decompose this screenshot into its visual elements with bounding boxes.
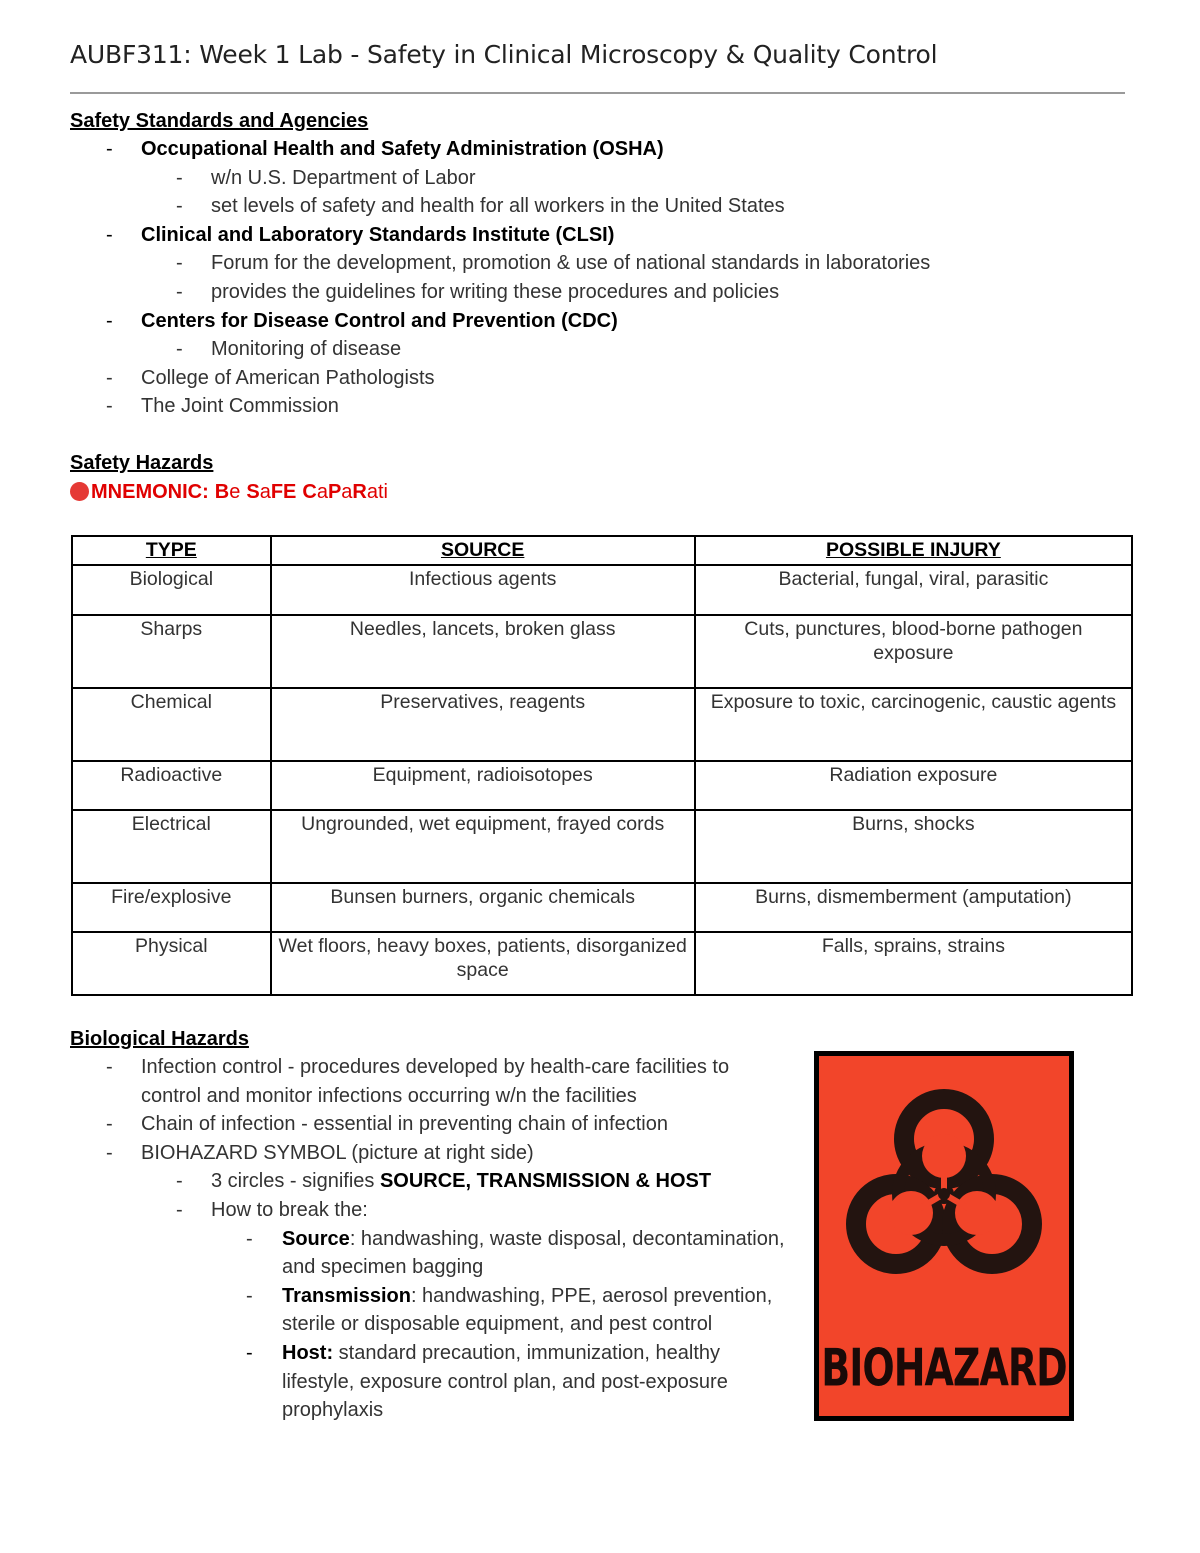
biological-heading: Biological Hazards	[70, 1028, 249, 1050]
cell-injury: Bacterial, fungal, viral, parasitic	[695, 565, 1132, 615]
mnemonic-fragment: B	[214, 480, 230, 503]
document-title: AUBF311: Week 1 Lab - Safety in Clinical Microscopy & Quality Control	[70, 40, 938, 69]
mnemonic-fragment: S	[246, 480, 260, 503]
biohazard-label: BIOHAZARD	[821, 1338, 1067, 1398]
text-fragment: 3 circles - signifies	[211, 1170, 380, 1193]
mnemonic-word	[215, 481, 241, 503]
cell-injury: Cuts, punctures, blood-borne pathogen exposure	[695, 615, 1132, 688]
biological-list	[70, 1053, 800, 1425]
cell-injury: Burns, dismemberment (amputation)	[695, 883, 1132, 932]
mnemonic-fragment: a	[341, 480, 353, 503]
cell-source: Wet floors, heavy boxes, patients, disorganized space	[271, 932, 695, 995]
bullet-dash: -	[176, 338, 183, 361]
bullet-dash: -	[106, 223, 113, 246]
hazards-heading: Safety Hazards	[70, 451, 214, 474]
text-fragment: How to break the:	[211, 1198, 368, 1221]
mnemonic-fragment: C	[302, 480, 317, 503]
bullet-dash: -	[246, 1227, 253, 1250]
list-item-text: The Joint Commission	[141, 395, 339, 418]
list-item-text: Centers for Disease Control and Prevention (CDC)	[141, 309, 618, 332]
cell-type: Biological	[72, 565, 271, 615]
safety-standards-section	[70, 107, 1140, 507]
cell-source: Bunsen burners, organic chemicals	[271, 883, 695, 932]
table-row	[72, 565, 1132, 615]
bullet-dash: -	[106, 1113, 113, 1136]
mnemonic-line	[70, 477, 1140, 507]
table-row	[72, 883, 1132, 932]
cell-type: Physical	[72, 932, 271, 995]
cell-type: Radioactive	[72, 761, 271, 810]
mnemonic-words	[215, 477, 394, 507]
list-item-text: Monitoring of disease	[211, 338, 402, 361]
title-divider	[70, 92, 1125, 94]
bullet-dash: -	[106, 309, 113, 332]
bullet-dash: -	[246, 1284, 253, 1307]
table-row	[72, 688, 1132, 761]
list-item-text: set levels of safety and health for all workers in the United States	[211, 195, 785, 218]
table-row	[72, 615, 1132, 688]
mnemonic-fragment: a	[316, 480, 328, 503]
cell-type: Electrical	[72, 810, 271, 883]
bullet-dash: -	[106, 1056, 113, 1078]
list-item-text	[141, 1110, 791, 1139]
biohazard-sign-image	[814, 1051, 1074, 1421]
text-fragment: standard precaution, immunization, healthy lifestyle, exposure control plan, and post-exposure prophylaxis	[282, 1341, 728, 1422]
bullet-dash: -	[106, 138, 113, 160]
bullet-dash: -	[176, 280, 183, 303]
list-item	[70, 1196, 800, 1225]
text-fragment: : handwashing, waste disposal, decontamination, and specimen bagging	[282, 1227, 785, 1279]
list-item	[70, 1339, 800, 1425]
list-item	[70, 1139, 800, 1168]
list-item-text	[282, 1225, 792, 1282]
cell-type: Fire/explosive	[72, 883, 271, 932]
text-fragment: SOURCE, TRANSMISSION & HOST	[379, 1170, 712, 1193]
cell-source: Preservatives, reagents	[271, 688, 695, 761]
list-item-text: Clinical and Laboratory Standards Institute (CLSI)	[141, 223, 615, 246]
cell-injury: Exposure to toxic, carcinogenic, caustic agents	[695, 688, 1132, 761]
text-fragment: Chain of infection - essential in preventing chain of infection	[141, 1113, 668, 1136]
bullet-dash: -	[246, 1341, 253, 1364]
cell-source: Needles, lancets, broken glass	[271, 615, 695, 688]
list-item	[70, 392, 1140, 421]
cell-injury: Falls, sprains, strains	[695, 932, 1132, 995]
table-row	[72, 761, 1132, 810]
text-fragment: Source	[282, 1227, 350, 1250]
bullet-dash: -	[106, 395, 113, 418]
mnemonic-fragment: R	[352, 480, 367, 503]
bullet-dash: -	[106, 1141, 113, 1164]
cell-source: Ungrounded, wet equipment, frayed cords	[271, 810, 695, 883]
mnemonic-fragment: e	[229, 480, 241, 503]
table-row	[72, 810, 1132, 883]
mnemonic-label: MNEMONIC:	[91, 480, 209, 503]
list-item	[70, 135, 1140, 164]
list-item-text	[282, 1282, 792, 1339]
list-item-text	[211, 1167, 801, 1196]
list-item-text	[141, 1053, 791, 1110]
list-item	[70, 307, 1140, 336]
cell-injury: Burns, shocks	[695, 810, 1132, 883]
mnemonic-word	[302, 481, 388, 503]
column-header-type: TYPE	[72, 536, 271, 565]
list-item-text: Occupational Health and Safety Administration (OSHA)	[141, 138, 664, 160]
bullet-dash: -	[176, 1170, 183, 1193]
biological-hazards-section	[70, 1025, 800, 1425]
column-header-source: SOURCE	[271, 536, 695, 565]
cell-source: Equipment, radioisotopes	[271, 761, 695, 810]
mnemonic-fragment: a	[259, 480, 271, 503]
list-item	[70, 192, 1140, 221]
list-item	[70, 249, 1140, 278]
list-item	[70, 221, 1140, 250]
red-circle-icon	[70, 482, 89, 501]
list-item-text: provides the guidelines for writing these procedures and policies	[211, 280, 780, 303]
list-item-text: College of American Pathologists	[141, 366, 435, 389]
cell-type: Chemical	[72, 688, 271, 761]
table-header-row	[72, 536, 1132, 565]
cell-type: Sharps	[72, 615, 271, 688]
mnemonic-fragment: ati	[366, 480, 388, 503]
list-item	[70, 278, 1140, 307]
text-fragment: Infection control - procedures developed by health-care facilities to control and monitor infections occurring w/n the facilities	[141, 1056, 730, 1107]
text-fragment: BIOHAZARD SYMBOL (picture at right side)	[141, 1141, 534, 1164]
list-item	[70, 1167, 800, 1196]
list-item-text	[141, 1139, 791, 1168]
mnemonic-fragment: P	[327, 480, 342, 503]
bullet-dash: -	[176, 252, 183, 275]
bullet-dash: -	[176, 195, 183, 218]
cell-source: Infectious agents	[271, 565, 695, 615]
list-item	[70, 364, 1140, 393]
mnemonic-word	[246, 481, 296, 503]
standards-list	[70, 135, 1140, 421]
mnemonic-fragment: FE	[270, 480, 297, 503]
list-item	[70, 1225, 800, 1282]
bullet-dash: -	[176, 1198, 183, 1221]
list-item	[70, 164, 1140, 193]
bullet-dash: -	[106, 366, 113, 389]
text-fragment: Transmission	[282, 1284, 411, 1307]
list-item-text: w/n U.S. Department of Labor	[211, 166, 476, 189]
list-item	[70, 1053, 800, 1110]
column-header-injury: POSSIBLE INJURY	[695, 536, 1132, 565]
list-item-text	[211, 1196, 801, 1225]
list-item	[70, 1110, 800, 1139]
cell-injury: Radiation exposure	[695, 761, 1132, 810]
list-item	[70, 335, 1140, 364]
hazards-table	[71, 535, 1133, 996]
text-fragment: : handwashing, PPE, aerosol prevention, sterile or disposable equipment, and pest control	[282, 1284, 773, 1336]
list-item-text: Forum for the development, promotion & use of national standards in laboratories	[211, 252, 931, 275]
list-item	[70, 1282, 800, 1339]
list-item-text	[282, 1339, 792, 1425]
bullet-dash: -	[176, 166, 183, 189]
table-row	[72, 932, 1132, 995]
text-fragment: Host:	[282, 1341, 334, 1364]
standards-heading: Safety Standards and Agencies	[70, 110, 369, 132]
